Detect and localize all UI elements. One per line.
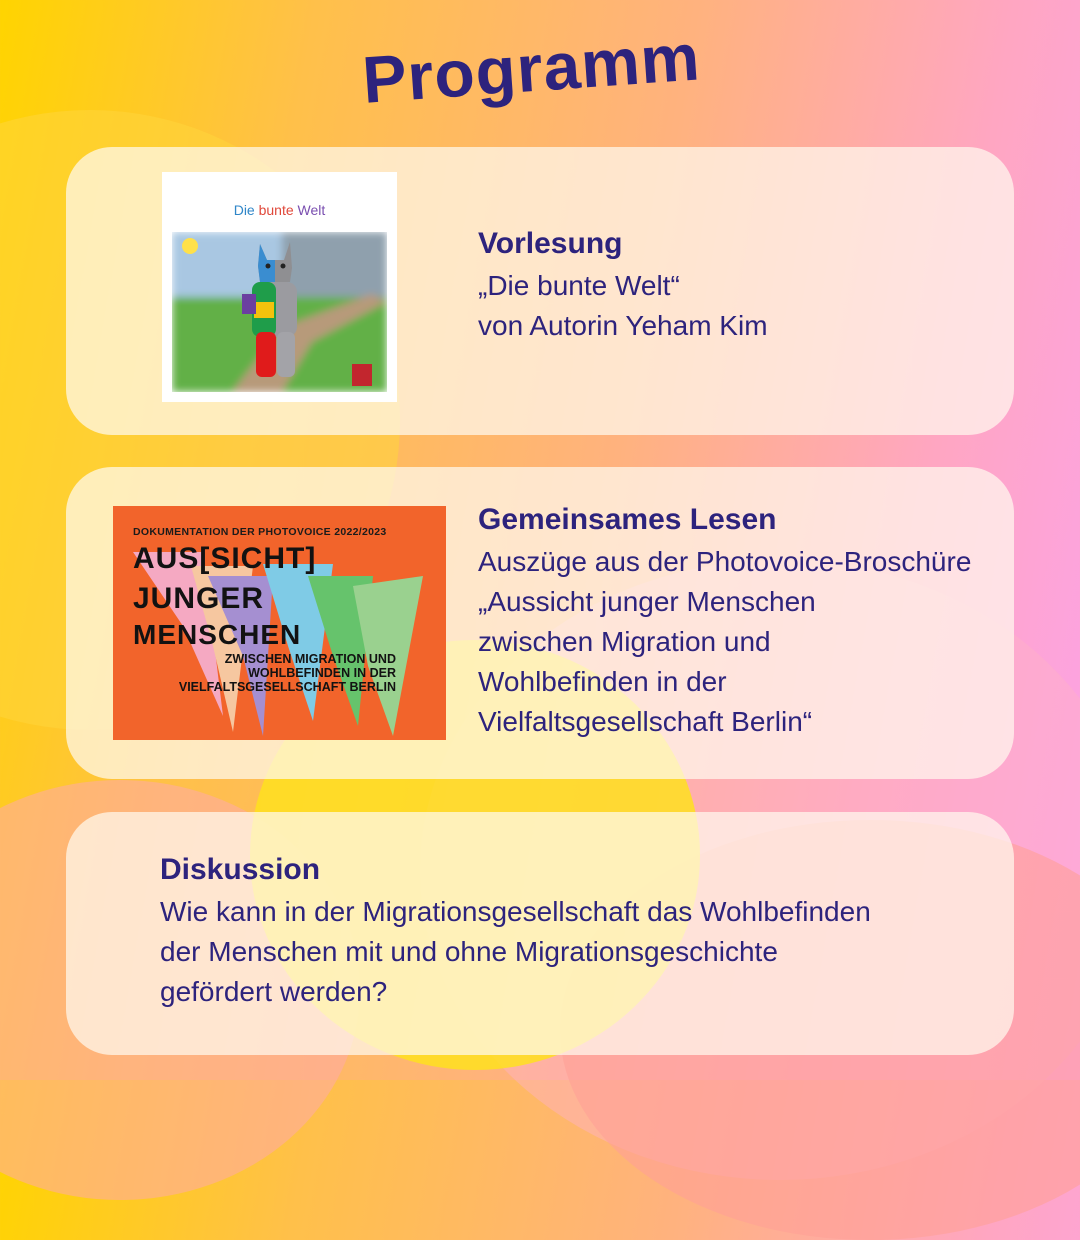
item-line: „Aussicht junger Menschen bbox=[478, 586, 816, 617]
brochure-title-line: MENSCHEN bbox=[133, 619, 302, 650]
item-heading: Vorlesung bbox=[478, 227, 623, 260]
item-line: Wie kann in der Migrationsgesellschaft das Wohlbefinden bbox=[160, 896, 871, 927]
brochure-title-line: AUS[SICHT] bbox=[133, 542, 317, 575]
book-title-part: bunte bbox=[258, 202, 298, 218]
item-line: von Autorin Yeham Kim bbox=[478, 310, 768, 341]
item-heading: Gemeinsames Lesen bbox=[478, 503, 777, 536]
brochure-subtitle-line: WOHLBEFINDEN IN DER bbox=[248, 666, 396, 680]
item-line: der Menschen mit und ohne Migrationsgeschichte bbox=[160, 936, 778, 967]
item-line: Auszüge aus der Photovoice-Broschüre bbox=[478, 546, 972, 577]
book-illustration bbox=[172, 232, 387, 392]
item-text-discussion bbox=[160, 850, 871, 1012]
item-heading: Diskussion bbox=[160, 853, 321, 886]
item-text-reading bbox=[478, 224, 768, 346]
page-title: Programm bbox=[360, 19, 703, 117]
brochure-subtitle-line: VIELFALTSGESELLSCHAFT BERLIN bbox=[178, 680, 396, 694]
item-line: Wohlbefinden in der bbox=[478, 666, 727, 697]
brochure-title-line: JUNGER bbox=[133, 582, 265, 615]
book-cover-title bbox=[162, 202, 397, 218]
item-line: Vielfaltsgesellschaft Berlin“ bbox=[478, 706, 813, 737]
item-line: zwischen Migration und bbox=[478, 626, 771, 657]
brochure-subtitle-line: ZWISCHEN MIGRATION UND bbox=[224, 652, 396, 666]
book-cover-image bbox=[162, 172, 397, 402]
item-text-joint-reading bbox=[478, 500, 971, 742]
brochure-cover-image bbox=[113, 506, 446, 740]
brochure-top-line: DOKUMENTATION DER PHOTOVOICE 2022/2023 bbox=[133, 526, 387, 538]
book-title-part: Welt bbox=[297, 202, 326, 218]
item-line: gefördert werden? bbox=[160, 976, 388, 1007]
item-line: „Die bunte Welt“ bbox=[478, 270, 680, 301]
book-title-part: Die bbox=[233, 202, 259, 218]
